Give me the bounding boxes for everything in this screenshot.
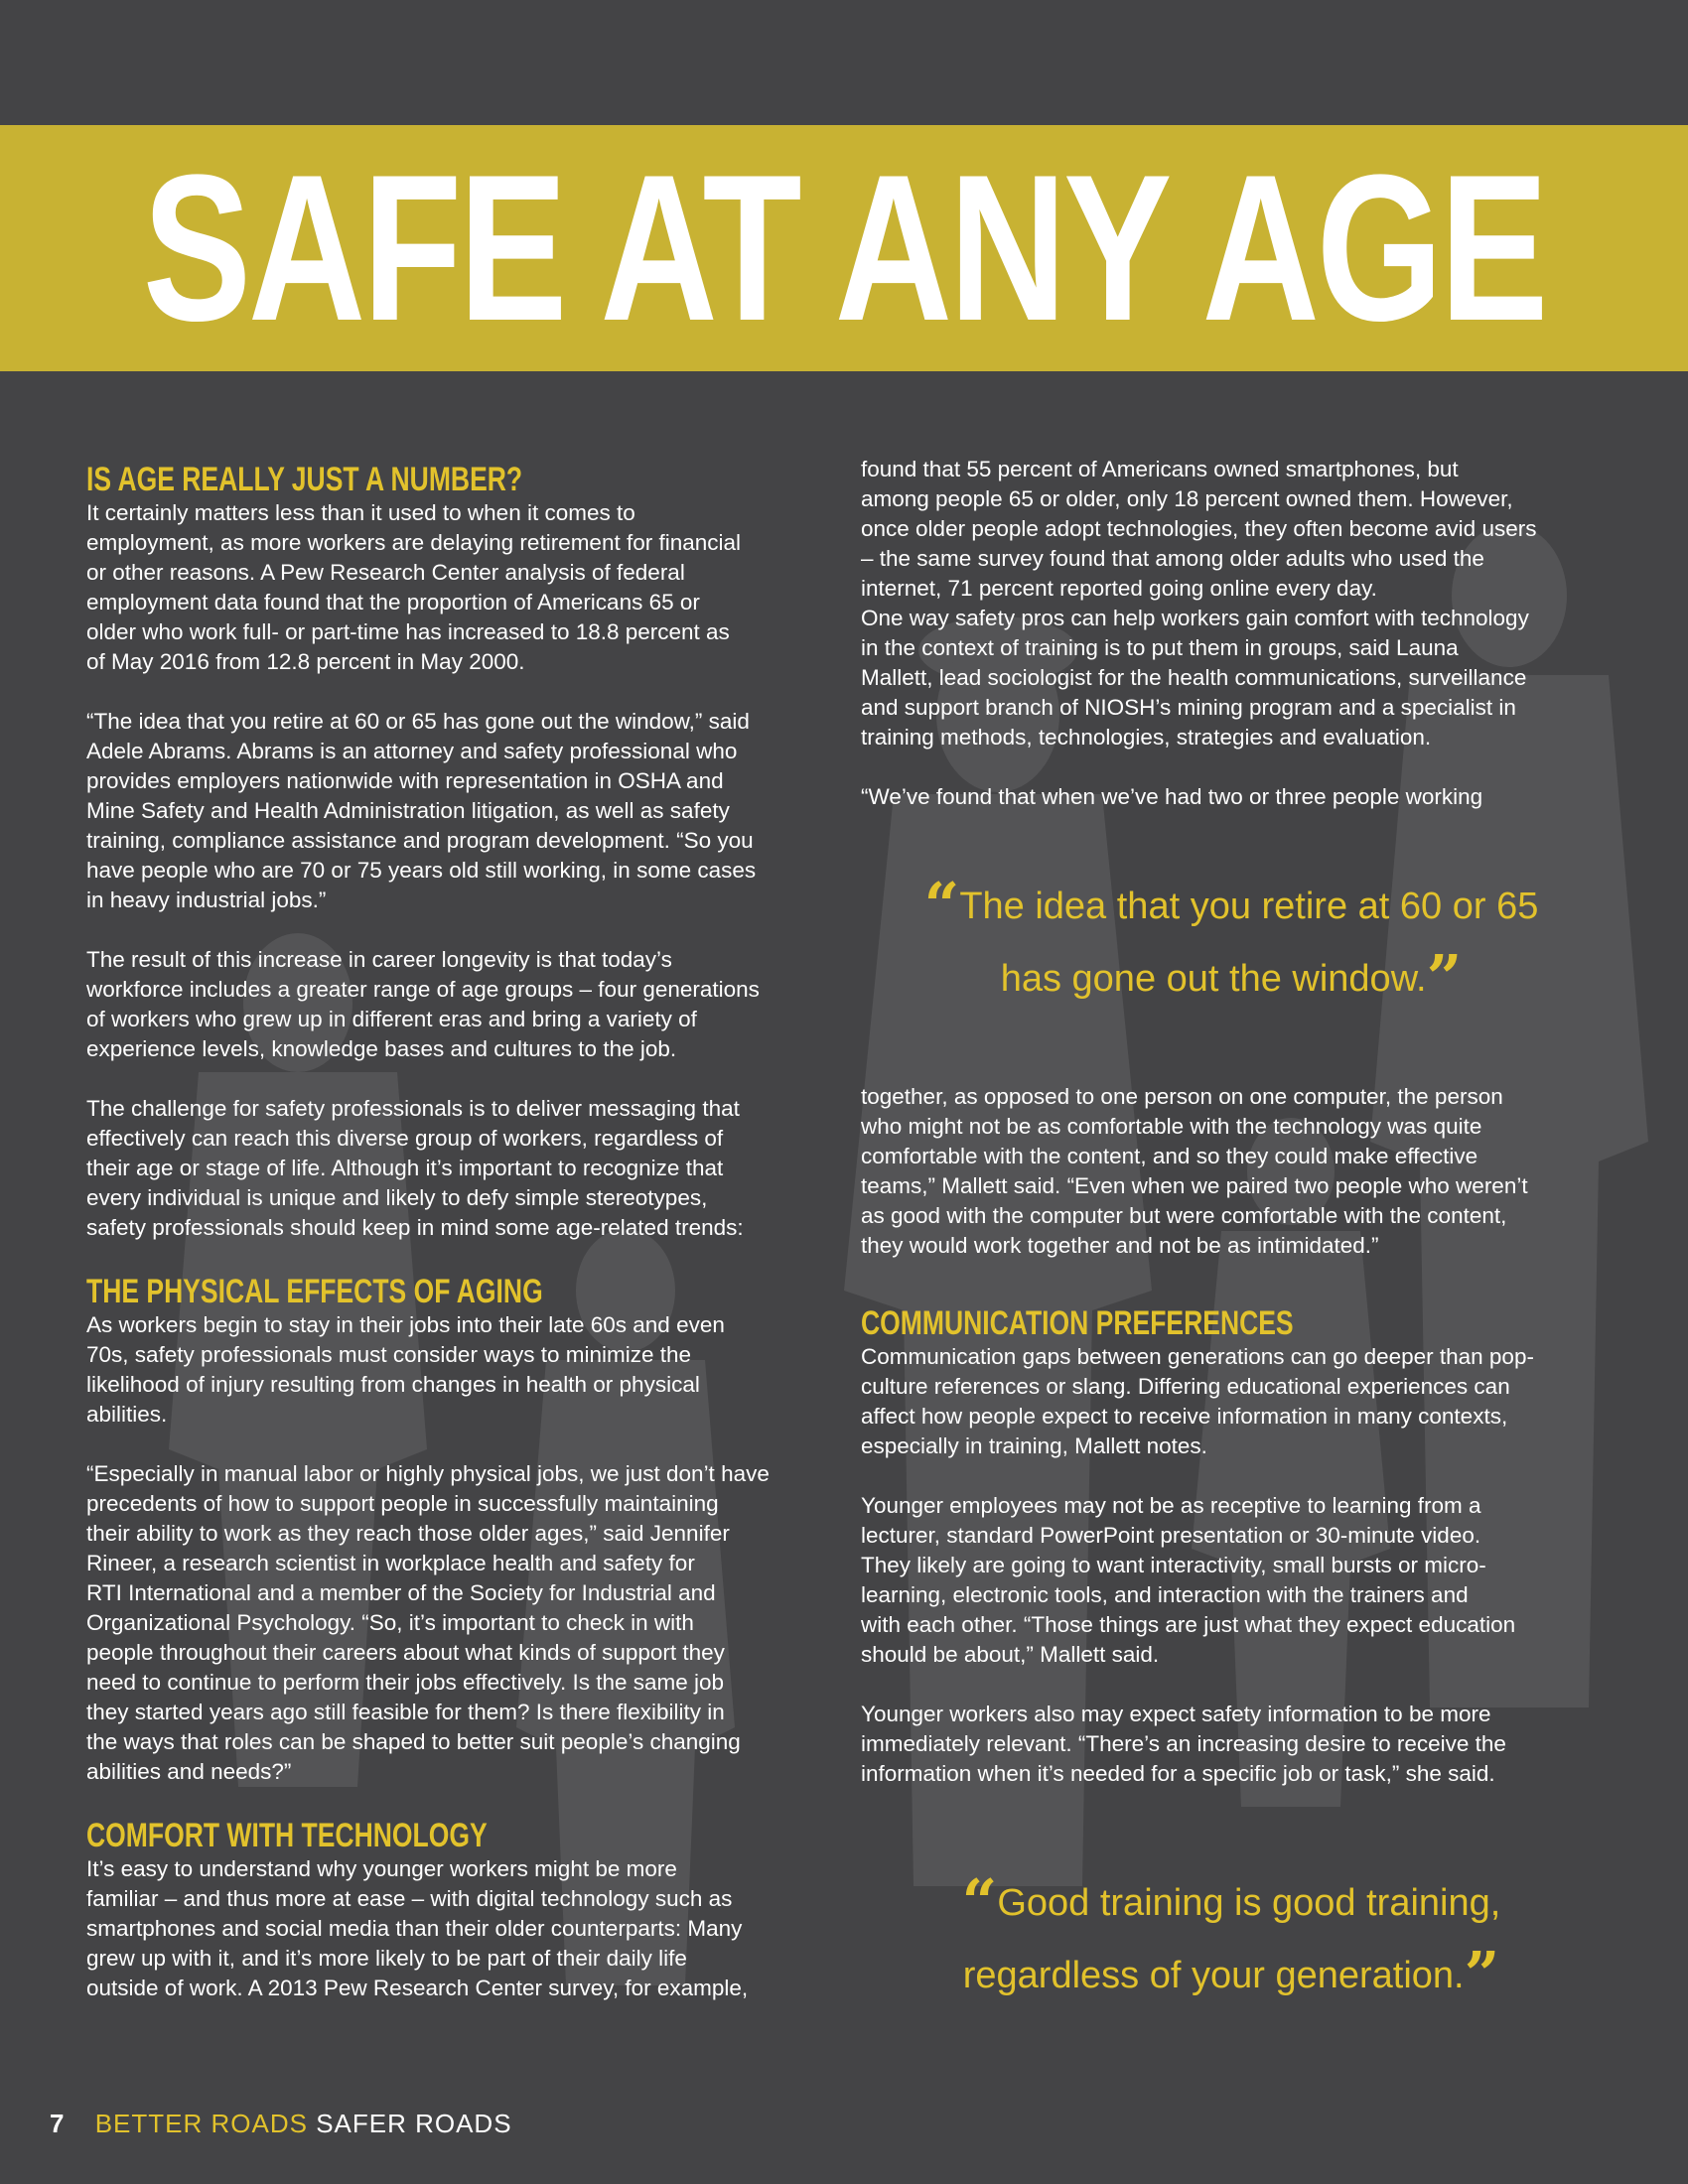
open-quote-mark: “ [923, 869, 960, 941]
section-heading-communication: COMMUNICATION PREFERENCES [861, 1304, 1294, 1342]
paragraph: It certainly matters less than it used to when it comes to employment, as more workers are delaying retirement for financial or other reasons. A Pew Research Center analysis of federal employment data found that the proportion of Americans 65 or older who work full- or part-time has increased to 18.8 percent as of May 2016 from 12.8 percent in May 2000. [86, 500, 742, 674]
pull-quote-1 [854, 870, 1609, 1015]
pull-quote-line: regardless of your generation. [962, 1955, 1465, 1996]
section-heading-physical: THE PHYSICAL EFFECTS OF AGING [86, 1273, 543, 1310]
paragraph: “The idea that you retire at 60 or 65 has gone out the window,” said Adele Abrams. Abrams is an attorney and safety professional who provides employers nationwide with representation in OSHA and Mine Safety and Health Administration litigation, as well as safety training, compliance assistance and program development. “So you have people who are 70 or 75 years old still working, in some cases in heavy industrial jobs.” [86, 709, 757, 912]
section-heading-age: IS AGE REALLY JUST A NUMBER? [86, 461, 523, 498]
section-heading-technology: COMFORT WITH TECHNOLOGY [86, 1817, 488, 1854]
pull-quote-line: has gone out the window. [1000, 958, 1427, 1000]
pull-quote-line: The idea that you retire at 60 or 65 [959, 886, 1539, 927]
pull-quote-2 [874, 1866, 1589, 2011]
publication-name-part2: SAFER ROADS [316, 2109, 512, 2138]
paragraph: The challenge for safety professionals is to deliver messaging that effectively can reach this diverse group of workers, regardless of their age or stage of life. Although it’s important to recognize that every individual is unique and likely to defy simple stereotypes, safety professionals should keep in mind some age-related trends: [86, 1096, 744, 1240]
right-column-top [861, 455, 1616, 812]
pull-quote-line: Good training is good training, [997, 1882, 1501, 1924]
paragraph: The result of this increase in career longevity is that today’s workforce includes a greater range of age groups – four generations of workers who grew up in different eras and bring a variety of experience levels, knowledge bases and cultures to the job. [86, 947, 760, 1061]
paragraph: Younger workers also may expect safety information to be more immediately relevant. “There’s an increasing desire to receive the information when it’s needed for a specific job or task,” she said. [861, 1702, 1506, 1786]
title-banner [0, 125, 1688, 371]
page-number: 7 [50, 2109, 66, 2138]
paragraph: together, as opposed to one person on one computer, the person who might not be as comfortable with the technology was quite comfortable with the content, and so they could make effective teams,” Mallett said. “Even when we paired two people who weren’t as good with the computer but were comfortable with the content, they would work together and not be as intimidated.” [861, 1084, 1528, 1258]
paragraph: “We’ve found that when we’ve had two or three people working [861, 784, 1483, 809]
paragraph: found that 55 percent of Americans owned smartphones, but among people 65 or older, only 18 percent owned them. However, once older people adopt technologies, they often become avid users – the same survey found that among older adults who used the internet, 71 percent reported going online every day. One way safety pros can help workers gain comfort with technology in the context of training is to put them in groups, said Launa Mallett, lead sociologist for the health communications, surveillance and support branch of NIOSH’s mining program and a specialist in training methods, technologies, strategies and evaluation. [861, 457, 1537, 750]
paragraph: It’s easy to understand why younger workers might be more familiar – and thus more at ease – with digital technology such as smartphones and social media than their older counterparts: Many grew up with it, and it’s more likely to be part of their daily life outside of work. A 2013 Pew Research Center survey, for example, [86, 1856, 749, 2000]
paragraph: As workers begin to stay in their jobs into their late 60s and even 70s, safety professionals must consider ways to minimize the likelihood of injury resulting from changes in health or physical abilities. [86, 1312, 725, 1427]
paragraph: “Especially in manual labor or highly physical jobs, we just don’t have precedents of how to support people in successfully maintaining their ability to work as they reach those older ages,” said Jennifer Rineer, a research scientist in workplace health and safety for RTI International and a member of the Society for Industrial and Organizational Psychology. “So, it’s important to check in with people throughout their careers about what kinds of support they need to continue to perform their jobs effectively. Is the same job they started years ago still feasible for them? Is there flexibility in the ways that roles can be shaped to better suit people’s changing abilities and needs?” [86, 1461, 770, 1784]
close-quote-mark: ” [1426, 941, 1463, 1014]
page-title: SAFE AT ANY AGE [142, 131, 1546, 364]
page-footer [50, 2109, 512, 2139]
close-quote-mark: ” [1464, 1938, 1500, 2010]
paragraph: Younger employees may not be as receptive to learning from a lecturer, standard PowerPoint presentation or 30-minute video. They likely are going to want interactivity, small bursts or micro- learning, electronic tools, and interaction with the trainers and with each other. “Those things are just what they expect education should be about,” Mallett said. [861, 1493, 1516, 1667]
paragraph: Communication gaps between generations can go deeper than pop- culture references or slang. Differing educational experiences can affect how people expect to receive information in many contexts, especially in training, Mallett notes. [861, 1344, 1534, 1458]
left-column [86, 461, 831, 2003]
publication-name-part1: BETTER ROADS [94, 2109, 308, 2138]
open-quote-mark: “ [961, 1865, 998, 1938]
right-column-bottom [861, 1082, 1616, 1789]
